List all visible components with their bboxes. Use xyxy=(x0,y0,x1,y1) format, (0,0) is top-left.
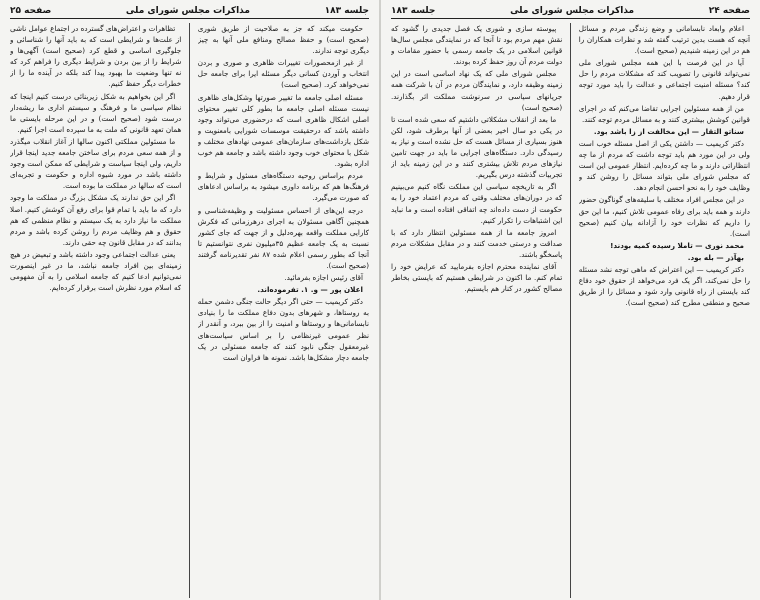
paragraph: اگر این بخواهیم به شکل زیربنائی درست کنیم اینجا که نظام سیاسی ما و فرهنگ و سیستم اداری ما ریشه‌دار درست شود (صحیح است) و در این مرحله بایستی ما همان تعهد قانونی که ملت به ما سپرده است اجرا کنیم. xyxy=(10,91,182,134)
paragraph: آقای رئیس اجازه بفرمائید. xyxy=(284,273,363,283)
paragraph: تظاهرات و اعتراض‌های گسترده در اجتماع عوامل ناشی از علت‌ها و شرایطی است که به باید آنها را شناسائی و جلوگیری اساسی و قطع کرد (صحیح است) آگهی‌ها و شرایط را از بین بردن و شرایط دیگری را فراهم کرد که نه تنها وضعیت ما بهبود پیدا کند بلکه در آینده ما را از خطرات دیگر حفظ کنیم. xyxy=(10,24,182,89)
paragraph: من از همه مسئولین اجرایی تقاضا می‌کنم که در اجرای قوانین کوشش بیشتری کنند و به مسائل مردم توجه کنند. xyxy=(578,103,750,124)
speaker-line: اعلان پور — و. ۱. تفرموده‌اند. xyxy=(257,285,363,295)
speaker-line: محمد نوری — تاملا رسیده کمیه بودند! xyxy=(610,240,744,250)
paragraph: امروز جامعه ما از همه مسئولین انتظار دارد که با صداقت و درستی خدمت کنند و در مقابل مشکلات مردم پاسخگو باشند. xyxy=(391,227,563,259)
right-title: مذاکرات مجلس شورای ملی xyxy=(510,6,635,16)
paragraph: درجه این‌های از احساس مسئولیت و وظیفه‌شناسی و همچنین آگاهی مسئولان به اجرای درهرزمانی که فکرش کارایی مملکت واقعه بهره‌دلیل و از جهت که جای کشور نسبت به یک جامعه عظیم ۳۵میلیون نفری نتوانستیم تا آنجا که بطور رسمی اعلام شده ۸۷ نفر تقدیرنامه گرفتند (صحیح است). xyxy=(197,205,369,270)
paragraph: در این مجلس افراد مختلف با سلیقه‌های گوناگون حضور دارند و همه باید برای رفاه عمومی تلاش کنیم، ما این حق را داریم که نظرات خود را آزادانه بیان کنیم (صحیح است). xyxy=(578,195,750,238)
paragraph: ما مسئولین مملکتی اکنون سالها از آغاز انقلاب میگذرد و از همه سعی مردم برای ساختن جامعه جدید اینجا قرار داریم، ولی اینجا سیاست و شرایطی که ممکن است وجود داشته باشد در مورد شیوه اداره و حکومت و تجربه‌ای است که سالها در مملکت ما بوده است. xyxy=(10,136,182,191)
paragraph: دکتر کریمیب — حتی اگر دیگر حالت جنگی دشمن حمله به روستاها، و شهرهای بدون دفاع مملکت ما را بنیادی نابسامانی‌ها و روستاها و امنیت را از بین ببرد، و آنقدر از نظر عمومی غیرنظامی را بر اساس سیاست‌های غیرمعقول جنگی نابود کنند که جامعه مسئولی در یک جامعه دچار مشکل‌ها باشد. نمونه ها فراوان است xyxy=(197,297,369,362)
left-session: جلسه ۱۸۳ xyxy=(324,6,369,16)
paragraph: مردم براساس روحیه دستگاه‌های مسئول و شرایط و فرهنگ‌ها هم که برنامه داوری میشود به براساس ادعاهای که صورت می‌گیرد. xyxy=(197,171,369,203)
right-columns xyxy=(391,23,750,598)
right-session: جلسه ۱۸۳ xyxy=(391,6,436,16)
speaker-line: سناتو التقار — این مخالفت از زا باشد بود. xyxy=(593,126,744,136)
speaker-line: بهآذر — بله بود. xyxy=(687,252,744,262)
left-page-header xyxy=(10,6,369,19)
right-page xyxy=(381,0,760,600)
paragraph: دکتر کریمیب — این اعتراض که ماهی توجه نشد مسئله را حل نمی‌کند، اگر یک فرد می‌خواهد از حقوق خود دفاع کند بایستی از راه قانونی وارد شود و مسائل را از طریق صحیح و منطقی مطرح کند (صحیح است). xyxy=(578,264,750,308)
right-column-left xyxy=(391,23,562,598)
column-rule xyxy=(570,23,571,598)
paragraph: اگر این حق ندارند یک مشکل بزرگ در مملکت ما وجود دارد که ما باید با تمام قوا برای رفع آن کوشش کنیم. اصلا مملکت ما نیاز دارد به یک سیستم و نظام منظمی که هم حقوق و هم وظایف مردم را روشن کرده باشد و مردم بدانند که در مقابل قانون چه حقی دارند. xyxy=(10,193,182,247)
paragraph: از غیر ازمحصورات تغییرات ظاهری و صوری و بردن انتخاب و آوردن کسانی دیگر مسئله ایرا برای جامعه حل نمی‌خواهد کرد. (صحیح است) xyxy=(197,58,369,90)
left-column-right xyxy=(198,23,369,598)
paragraph: آیا در این فرصت با این همه مجلس شورای ملی نمی‌تواند قانونی را تصویب کند که مشکلات مردم را حل کند؟ مسئله امنیت اجتماعی و عدالت را باید مورد توجه قرار دهیم. xyxy=(578,58,750,101)
left-page xyxy=(0,0,379,600)
right-page-label: صفحه ۲۴ xyxy=(708,6,750,16)
paragraph: یعنی عدالت اجتماعی وجود داشته باشد و تبعیض در هیچ زمینه‌ای بین افراد جامعه نباشد، ما در غیر اینصورت نمی‌توانیم ادعا کنیم که جامعه اسلامی را به آن مفهومی که اسلام مورد نظرش است برقرار کرده‌ایم. xyxy=(10,249,182,293)
paragraph: ما بعد از انقلاب مشکلاتی داشتیم که سعی شده است تا در یکی دو سال اخیر بعضی از آنها برطرف شود، لکن هنوز بسیاری از مسائل هست که حل نشده است و نیاز به رسیدگی دارد. دستگاه‌های اجرایی ما باید در جهت تامین نیازهای مردم تلاش بیشتری کنند و در این زمینه باید از تجربیات گذشته درس بگیریم. xyxy=(391,114,563,180)
right-page-header xyxy=(391,6,750,19)
paragraph: پیوسته سازی و شوری یک فصل جدیدی را گشود که نقش مهم مردم بود تا آنجا که در نمایندگی مجلس سال‌ها قوانین اسلامی در یک جامعه رسمی با حضور مقامات و دولت مردم آن روز حفظ کرده بودند. xyxy=(391,24,563,67)
left-column-left xyxy=(10,23,181,598)
paragraph: مجلس شورای ملی که یک نهاد اساسی است در این زمینه وظیفه دارد، و نمایندگان مردم در آن با شرکت همه جریانهای سیاسی در سرنوشت مملکت اثر بگذارند. (صحیح است) xyxy=(391,69,563,112)
right-column-right xyxy=(579,23,750,598)
column-rule xyxy=(189,23,190,598)
paragraph: دکتر کریمیب — داشتن یکی از اصل مسئله خوب است ولی در این مورد هم باید توجه داشت که مردم از ما چه انتظاراتی دارند و ما چه کرده‌ایم. انتظار عمومی این است که مجلس شورای ملی بتواند مسائل را روشن کند و وظایف خود را به نحو احسن انجام دهد. xyxy=(578,138,750,193)
left-title: مذاکرات مجلس شورای ملی xyxy=(125,6,250,16)
paragraph: حکومت میکند که جز به صلاحیت از طریق شوری (صحیح است) و حفظ مصالح ومنافع ملی آنها به چیز دیگری توجه ندارند. xyxy=(197,24,369,56)
paragraph: مسئله اصلی جامعه ما تغییر صورتها وشکل‌های ظاهری نیست مسئله اصلی جامعه ما بطور کلی تغییر محتوای اصلی اشکال ظاهری است که درحضوری می‌تواند وجود داشته باشد که درحقیقت موسسات شورایی بامعنویت و شکل بازداشت‌های سازمان‌های عمومی نهادهای مختلف و شکل با محتوای خوب وجود داشته باشد و جامعه هم خوب اداره بشود. xyxy=(197,92,369,169)
paragraph: اگر به تاریخچه سیاسی این مملکت نگاه کنیم می‌بینیم که در دوران‌های مختلف وقتی که مردم اعتماد خود را به حکومت از دست داده‌اند چه اتفاقی افتاده است و ما نباید این اشتباهات را تکرار کنیم. xyxy=(391,182,563,225)
paragraph: آقای نماینده محترم اجازه بفرمایید که عرایض خود را تمام کنم. ما اکنون در شرایطی هستیم که بایستی بخاطر مصالح کشور در کنار هم بایستیم. xyxy=(391,261,563,294)
left-columns xyxy=(10,23,369,598)
paragraph: اعلام وابعاد نابسامانی و وضع زندگی مردم و مسائل آنچه که هست بدین ترتیب گفته شد و نظرات همکاران را هم در این زمینه شنیدیم (صحیح است). xyxy=(578,24,750,56)
left-page-label: صفحه ۲۵ xyxy=(10,6,52,16)
